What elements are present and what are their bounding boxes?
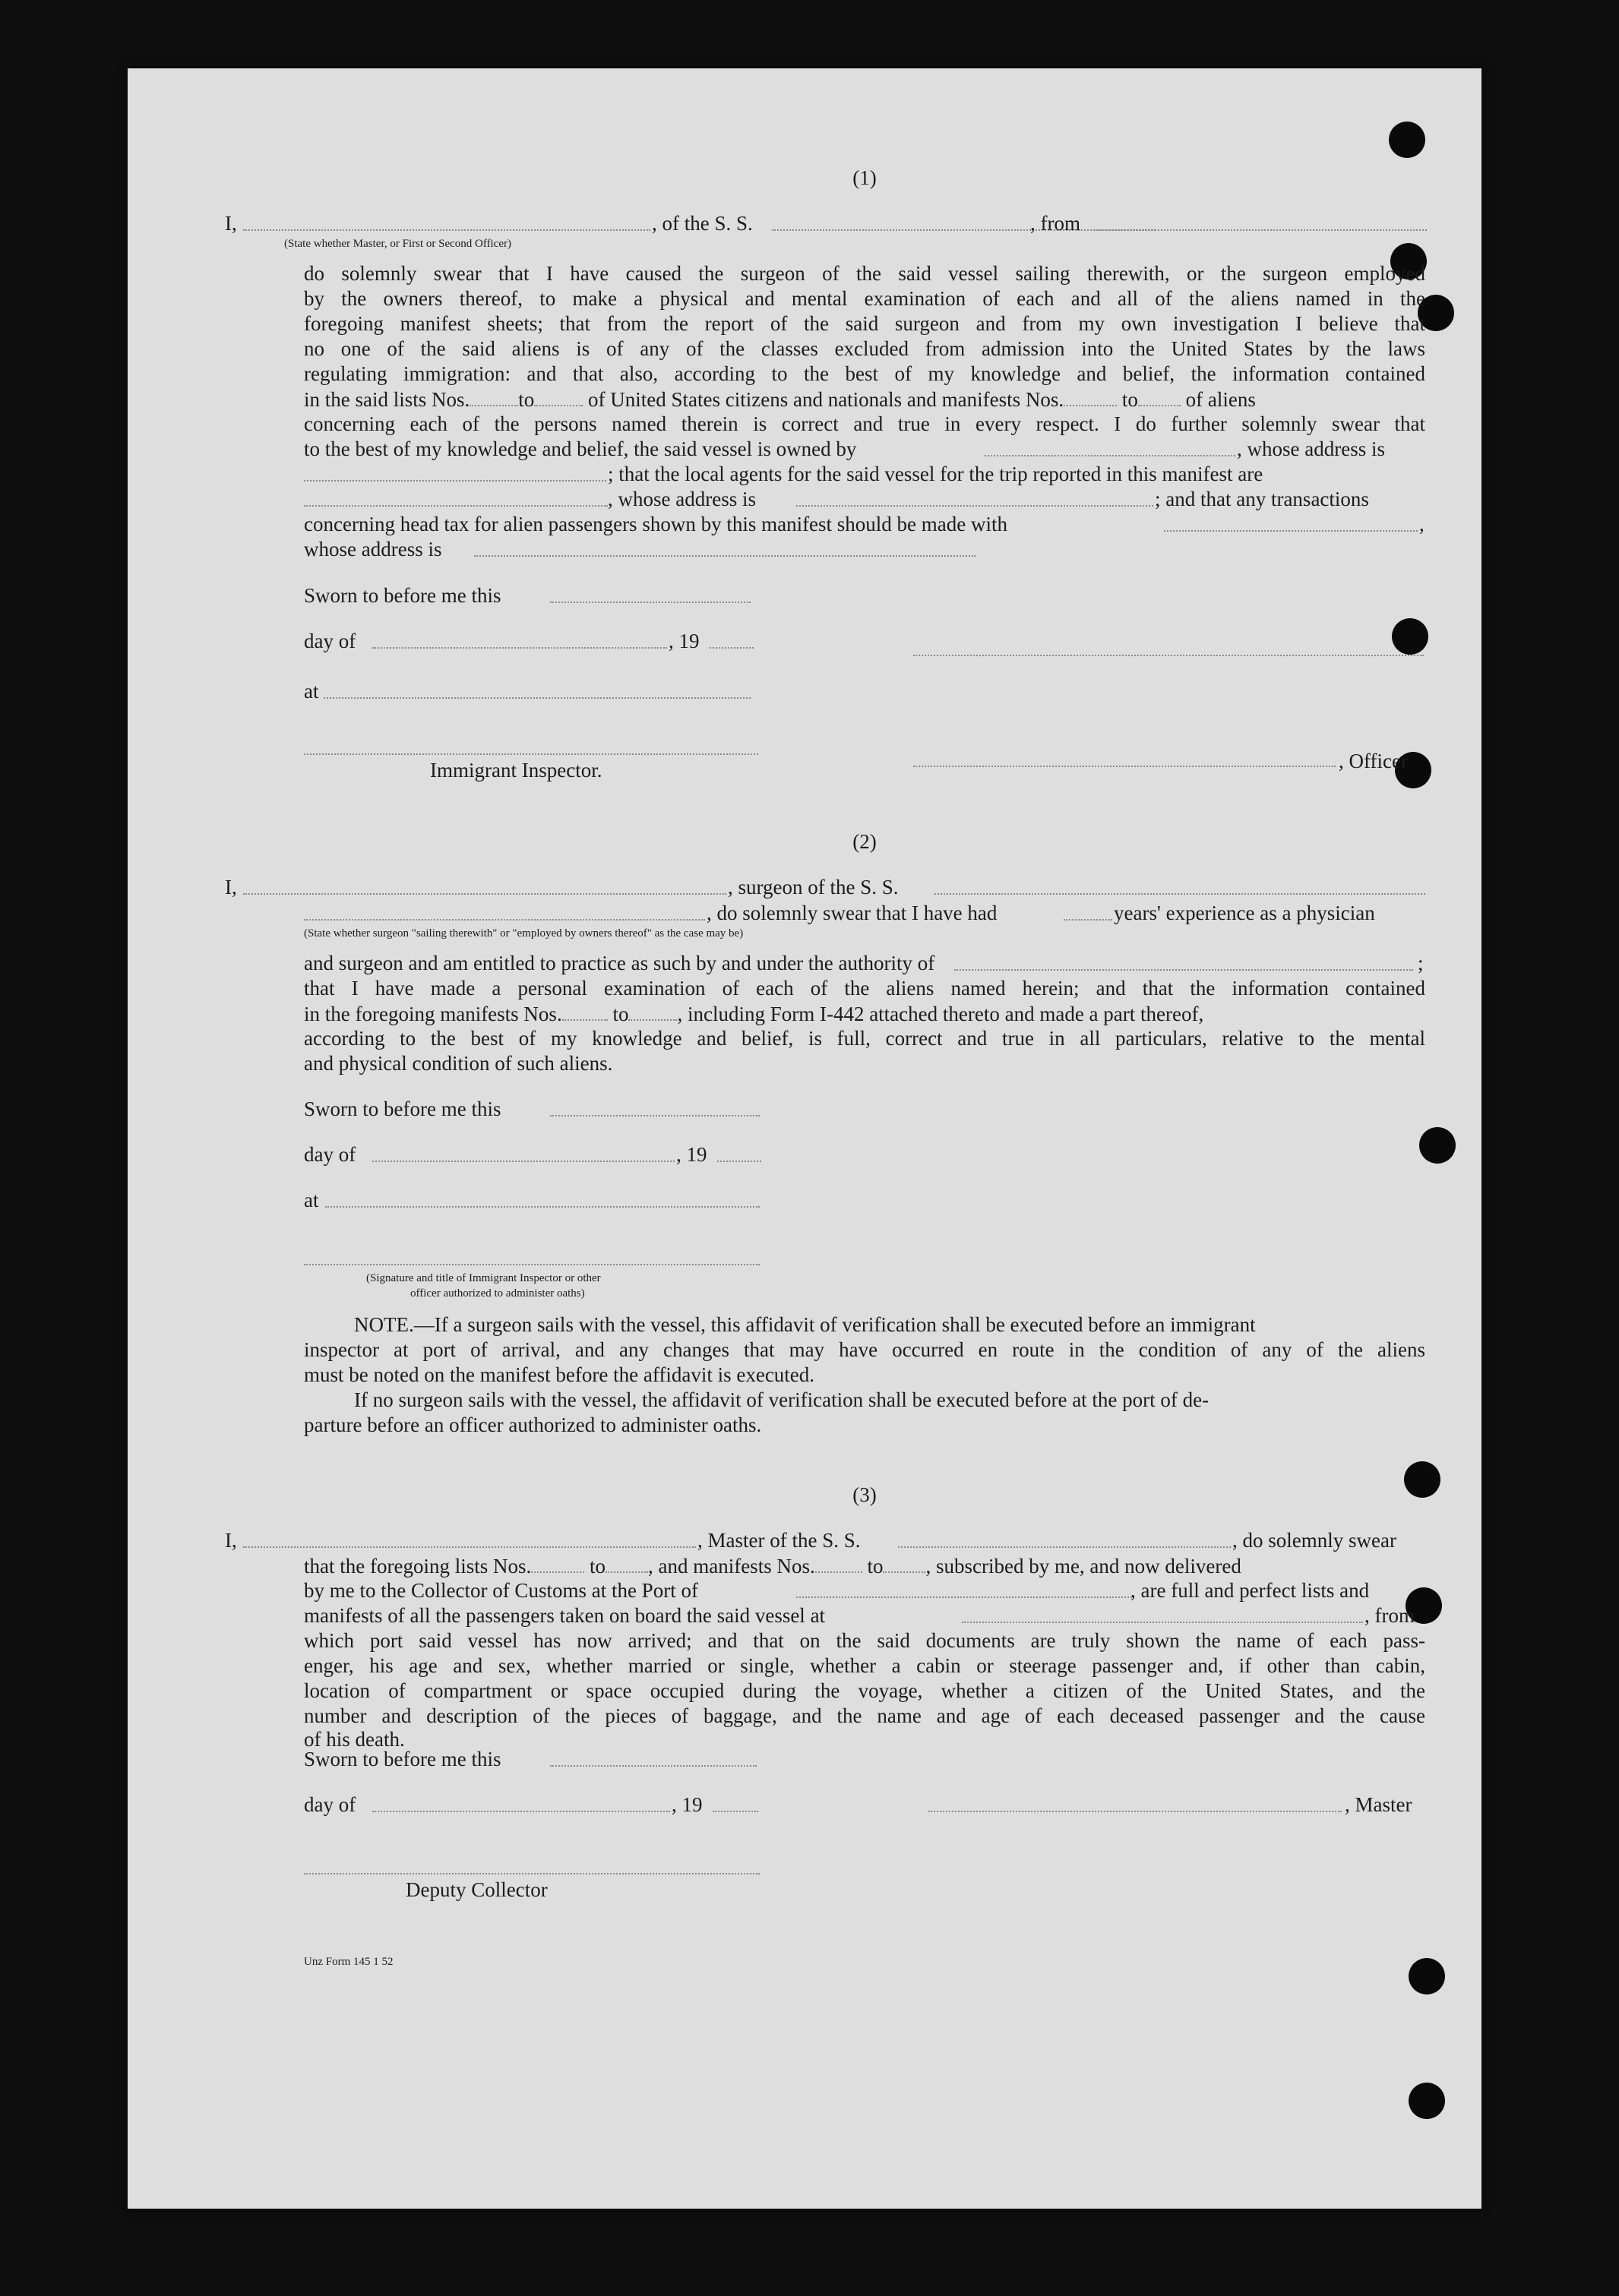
- note-line-4: If no surgeon sails with the vessel, the affidavit of verification shall be executed before at the port of de-: [354, 1388, 1210, 1411]
- surgeon-vessel-field[interactable]: [934, 893, 1425, 895]
- punch-hole: [1409, 2083, 1445, 2119]
- surgeon-of-label: , surgeon of the S. S.: [728, 876, 899, 899]
- s3-lists-to-field[interactable]: [606, 1553, 648, 1573]
- of-ss-label: , of the S. S.: [652, 212, 753, 235]
- s2-manifests-from-field[interactable]: [562, 1001, 608, 1021]
- master-of-label: , Master of the S. S.: [697, 1529, 861, 1552]
- s1-line: do solemnly swear that I have caused the surgeon of the said vessel sailing therewith, or the surgeon employed: [304, 262, 1425, 285]
- sworn-label: Sworn to before me this: [304, 1097, 501, 1120]
- signature-caption: officer authorized to administer oaths): [410, 1287, 585, 1300]
- citizens-label: of United States citizens and nationals and manifests Nos.: [588, 388, 1064, 411]
- section-1-i: I,: [225, 212, 237, 235]
- s1-line: by the owners thereof, to make a physical and mental examination of each and all of the aliens named in the: [304, 287, 1425, 310]
- form-number: Unz Form 145 1 52: [304, 1956, 394, 1968]
- s1-line-lists: [304, 387, 1425, 412]
- head-tax-label: concerning head tax for alien passengers shown by this manifest should be made with: [304, 513, 1008, 535]
- month-field[interactable]: [372, 1161, 675, 1162]
- note-line-2: inspector at port of arrival, and any changes that may have occurred en route in the condition of any of the aliens: [304, 1338, 1425, 1361]
- s2-line: and physical condition of such aliens.: [304, 1052, 613, 1075]
- master-label: , Master: [1345, 1793, 1412, 1816]
- section-2-i: I,: [225, 876, 237, 899]
- inspector-label: Immigrant Inspector.: [430, 759, 602, 782]
- officer-name-field[interactable]: [243, 229, 650, 231]
- s3-line: enger, his age and sex, whether married or single, whether a cabin or steerage passenger and, if other than cabin,: [304, 1654, 1425, 1677]
- year-field[interactable]: [710, 647, 754, 649]
- agents-address-field[interactable]: [796, 505, 1153, 507]
- agents-address-label: , whose address is: [608, 488, 756, 510]
- punch-hole: [1409, 1958, 1445, 1994]
- surgeon-status-field[interactable]: [304, 919, 705, 921]
- boarding-port-field[interactable]: [962, 1622, 1363, 1623]
- sworn-label: Sworn to before me this: [304, 584, 501, 607]
- subscribed-label: , subscribed by me, and now delivered: [925, 1555, 1241, 1578]
- note-line-3: must be noted on the manifest before the affidavit is executed.: [304, 1363, 815, 1386]
- manifests-from-field[interactable]: [1064, 387, 1117, 406]
- s1-line: foregoing manifest sheets; that from the report of the said surgeon and from my own investigation I believe that: [304, 312, 1425, 335]
- port-field[interactable]: [796, 1596, 1132, 1598]
- transactions-label: ; and that any transactions: [1155, 488, 1369, 510]
- sworn-day-field[interactable]: [550, 1765, 757, 1767]
- s3-manifests-from-field[interactable]: [815, 1553, 862, 1573]
- head-tax-address-field[interactable]: [474, 555, 976, 557]
- form-i442-label: , including Form I-442 attached thereto and made a part thereof,: [677, 1003, 1204, 1025]
- authority-field[interactable]: [954, 969, 1413, 971]
- lists-from-field[interactable]: [470, 387, 518, 406]
- s3-line: number and description of the pieces of baggage, and the name and age of each deceased passenger and the cause: [304, 1704, 1425, 1727]
- month-field[interactable]: [372, 647, 667, 649]
- to-label: to: [518, 388, 535, 411]
- aliens-label: of aliens: [1185, 388, 1256, 411]
- lists-label: in the said lists Nos.: [304, 388, 470, 411]
- section-2-number: (2): [852, 830, 877, 853]
- officer-signature-line[interactable]: [913, 655, 1424, 656]
- officer-title-line[interactable]: [913, 766, 1336, 767]
- s2-manifests-to-field[interactable]: [628, 1001, 677, 1021]
- day-of-label: day of: [304, 1143, 356, 1166]
- year-field[interactable]: [717, 1161, 761, 1162]
- punch-hole: [1389, 122, 1425, 158]
- month-field[interactable]: [372, 1811, 670, 1812]
- from-label: , from: [1030, 212, 1080, 235]
- s3-line: of his death.: [304, 1728, 405, 1751]
- master-signature-line[interactable]: [928, 1811, 1342, 1812]
- year-label: , 19: [676, 1143, 707, 1166]
- s2-line: according to the best of my knowledge and belief, is full, correct and true in all particulars, relative to the mental: [304, 1027, 1425, 1050]
- authority-label: and surgeon and am entitled to practice as such by and under the authority of: [304, 952, 935, 974]
- deputy-collector-label: Deputy Collector: [406, 1878, 548, 1901]
- sworn-label: Sworn to before me this: [304, 1748, 501, 1770]
- s1-line: concerning each of the persons named therein is correct and true in every respect. I do further solemnly swear that: [304, 412, 1425, 435]
- agents-field[interactable]: [304, 505, 608, 507]
- years-field[interactable]: [1064, 919, 1112, 921]
- inspector-signature-line[interactable]: [304, 1264, 760, 1265]
- local-agents-label: ; that the local agents for the said vessel for the trip reported in this manifest are: [608, 463, 1263, 485]
- port-label: by me to the Collector of Customs at the Port of: [304, 1579, 698, 1602]
- note-line-1: NOTE.—If a surgeon sails with the vessel, this affidavit of verification shall be executed before an immigrant: [354, 1313, 1256, 1336]
- at-label: at: [304, 680, 319, 703]
- punch-hole: [1419, 1127, 1456, 1164]
- at-label: at: [304, 1189, 319, 1211]
- to-label: to: [1121, 388, 1138, 411]
- manifest-affidavit-page: [128, 68, 1481, 2209]
- head-tax-field[interactable]: [1164, 530, 1418, 532]
- years-label: , do solemnly swear that I have had: [707, 902, 998, 924]
- semicolon: ;: [1418, 952, 1424, 974]
- officer-label: , Officer: [1339, 750, 1408, 772]
- deputy-signature-line[interactable]: [304, 1873, 760, 1874]
- s2-line: that I have made a personal examination of each of the aliens named herein; and that the information contained: [304, 977, 1425, 1000]
- year-field[interactable]: [713, 1811, 758, 1812]
- s3-line: which port said vessel has now arrived; and that on the said documents are truly shown the name of each pass-: [304, 1629, 1425, 1652]
- to-label: to: [589, 1555, 606, 1578]
- from-port-field[interactable]: [1090, 229, 1427, 231]
- signature-caption: (Signature and title of Immigrant Inspector or other: [366, 1272, 601, 1284]
- whose-address-label: , whose address is: [1237, 437, 1385, 460]
- s2-line-manifests: [304, 1001, 1425, 1027]
- sworn-day-field[interactable]: [550, 1115, 760, 1116]
- comma: ,: [1419, 513, 1425, 535]
- whose-address-label-2: whose address is: [304, 538, 442, 561]
- to-label: to: [867, 1555, 884, 1578]
- from-label: , from: [1364, 1604, 1415, 1627]
- s3-manifests-to-field[interactable]: [883, 1553, 925, 1573]
- manifests-to-field[interactable]: [1138, 387, 1181, 406]
- owner-address-field[interactable]: [304, 480, 606, 482]
- sworn-day-field[interactable]: [550, 602, 751, 603]
- s1-line: no one of the said aliens is of any of the classes excluded from admission into the United States by the laws: [304, 337, 1425, 360]
- s3-line: location of compartment or space occupied during the voyage, whether a citizen of the United States, and the: [304, 1679, 1425, 1702]
- taken-on-board-label: manifests of all the passengers taken on board the said vessel at: [304, 1604, 826, 1627]
- inspector-signature-line[interactable]: [304, 753, 758, 755]
- surgeon-name-field[interactable]: [243, 893, 726, 895]
- owned-by-label: to the best of my knowledge and belief, the said vessel is owned by: [304, 437, 857, 460]
- day-of-label: day of: [304, 630, 356, 652]
- s3-lists-from-field[interactable]: [531, 1553, 584, 1573]
- perfect-lists-label: , are full and perfect lists and: [1130, 1579, 1370, 1602]
- to-label: to: [612, 1003, 629, 1025]
- lists-label: that the foregoing lists Nos.: [304, 1555, 532, 1578]
- at-place-field[interactable]: [325, 1206, 760, 1208]
- master-name-field[interactable]: [243, 1546, 696, 1548]
- lists-to-field[interactable]: [534, 387, 583, 406]
- year-label: , 19: [669, 630, 700, 652]
- year-label: , 19: [672, 1793, 703, 1816]
- officer-caption: (State whether Master, or First or Second Officer): [284, 238, 512, 250]
- solemnly-swear-label: , do solemnly swear: [1232, 1529, 1396, 1552]
- s1-line: regulating immigration: and that also, according to the best of my knowledge and belief, the information contained: [304, 362, 1425, 385]
- note-line-5: parture before an officer authorized to administer oaths.: [304, 1413, 762, 1436]
- section-1-number: (1): [852, 166, 877, 189]
- surgeon-caption: (State whether surgeon "sailing therewith" or "employed by owners thereof" as the case may be): [304, 927, 744, 940]
- day-of-label: day of: [304, 1793, 356, 1816]
- physician-label: years' experience as a physician: [1114, 902, 1375, 924]
- punch-hole: [1392, 618, 1428, 655]
- section-3-number: (3): [852, 1483, 877, 1506]
- section-3-i: I,: [225, 1529, 237, 1552]
- manifests-label: in the foregoing manifests Nos.: [304, 1003, 562, 1025]
- s3-line-lists: [304, 1553, 1425, 1579]
- manifests-label: , and manifests Nos.: [647, 1555, 815, 1578]
- owner-field[interactable]: [985, 455, 1235, 456]
- master-vessel-field[interactable]: [898, 1546, 1231, 1548]
- at-place-field[interactable]: [324, 697, 751, 699]
